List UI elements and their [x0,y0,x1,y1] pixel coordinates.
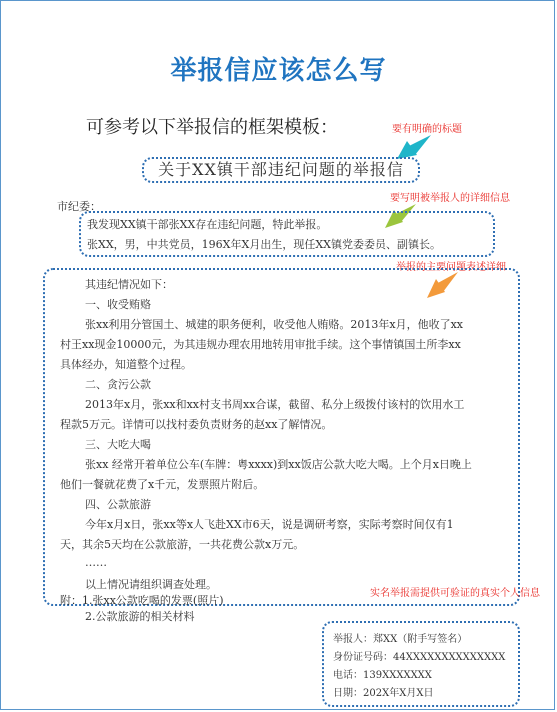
body-line: 具体经办，知道整个过程。 [60,358,192,371]
section-heading: 二、贪污公款 [85,378,151,391]
section-heading: 四、公款旅游 [85,498,151,511]
intro-line: 我发现XX镇干部张XX存在违纪问题，特此举报。 [87,218,328,231]
intro-line: 张XX，男，中共党员，196X年X月出生，现任XX镇党委委员、副镇长。 [87,238,441,251]
closing-line: 以上情况请组织调查处理。 [85,578,217,591]
real-name-note: 实名举报需提供可验证的真实个人信息 [370,588,540,599]
reporter-phone: 电话：139XXXXXXX [333,670,432,681]
template-intro: 可参考以下举报信的框架模板： [86,117,338,138]
reporter-name: 举报人：郑XX（附手写签名） [333,634,468,645]
body-line: 程款5万元。详情可以找村委负责财务的赵xx了解情况。 [60,418,333,431]
salutation: 市纪委： [57,200,101,213]
body-line: 2013年x月，张xx和xx村支书周xx合谋，截留、私分上级拨付该村的饮用水工 [85,398,465,411]
body-line: 村王xx现金10000元，为其违规办理农用地转用审批手续。这个事情镇国土所李xx [60,338,461,351]
ellipsis-line: …… [85,556,107,569]
report-date: 日期：202X年X月X日 [333,688,434,699]
reporter-id: 身份证号码：44XXXXXXXXXXXXXX [333,652,506,663]
page-title: 举报信应该怎么写 [170,56,387,86]
reported-person-note: 要写明被举报人的详细信息 [390,193,510,204]
attachment-line: 附：1.张xx公款吃喝的发票(照片) [60,594,224,607]
body-line: 今年x月x日，张xx等x人飞赴XX市6天，说是调研考察，实际考察时间仅有1 [85,518,454,531]
body-line: 张xx 经常开着单位公车(车牌：粤xxxx)到xx饭店公款大吃大喝。上个月x日晚上 [85,458,472,471]
body-line: 其违纪情况如下： [85,278,173,291]
letter-title: 关于XX镇干部违纪问题的举报信 [142,157,420,183]
section-heading: 三、大吃大喝 [85,438,151,451]
body-line: 他们一餐就花费了x千元，发票照片附后。 [60,478,265,491]
body-line: 天，其余5天均在公款旅游，一共花费公款x万元。 [60,538,305,551]
problem-note: 举报的主要问题表述详细 [396,262,506,273]
attachment-line: 2.公款旅游的相关材料 [85,610,195,623]
title-note: 要有明确的标题 [392,124,462,135]
body-line: 张xx利用分管国土、城建的职务便利，收受他人贿赂。2013年x月，他收了xx [85,318,464,331]
section-heading: 一、收受贿赂 [85,298,151,311]
